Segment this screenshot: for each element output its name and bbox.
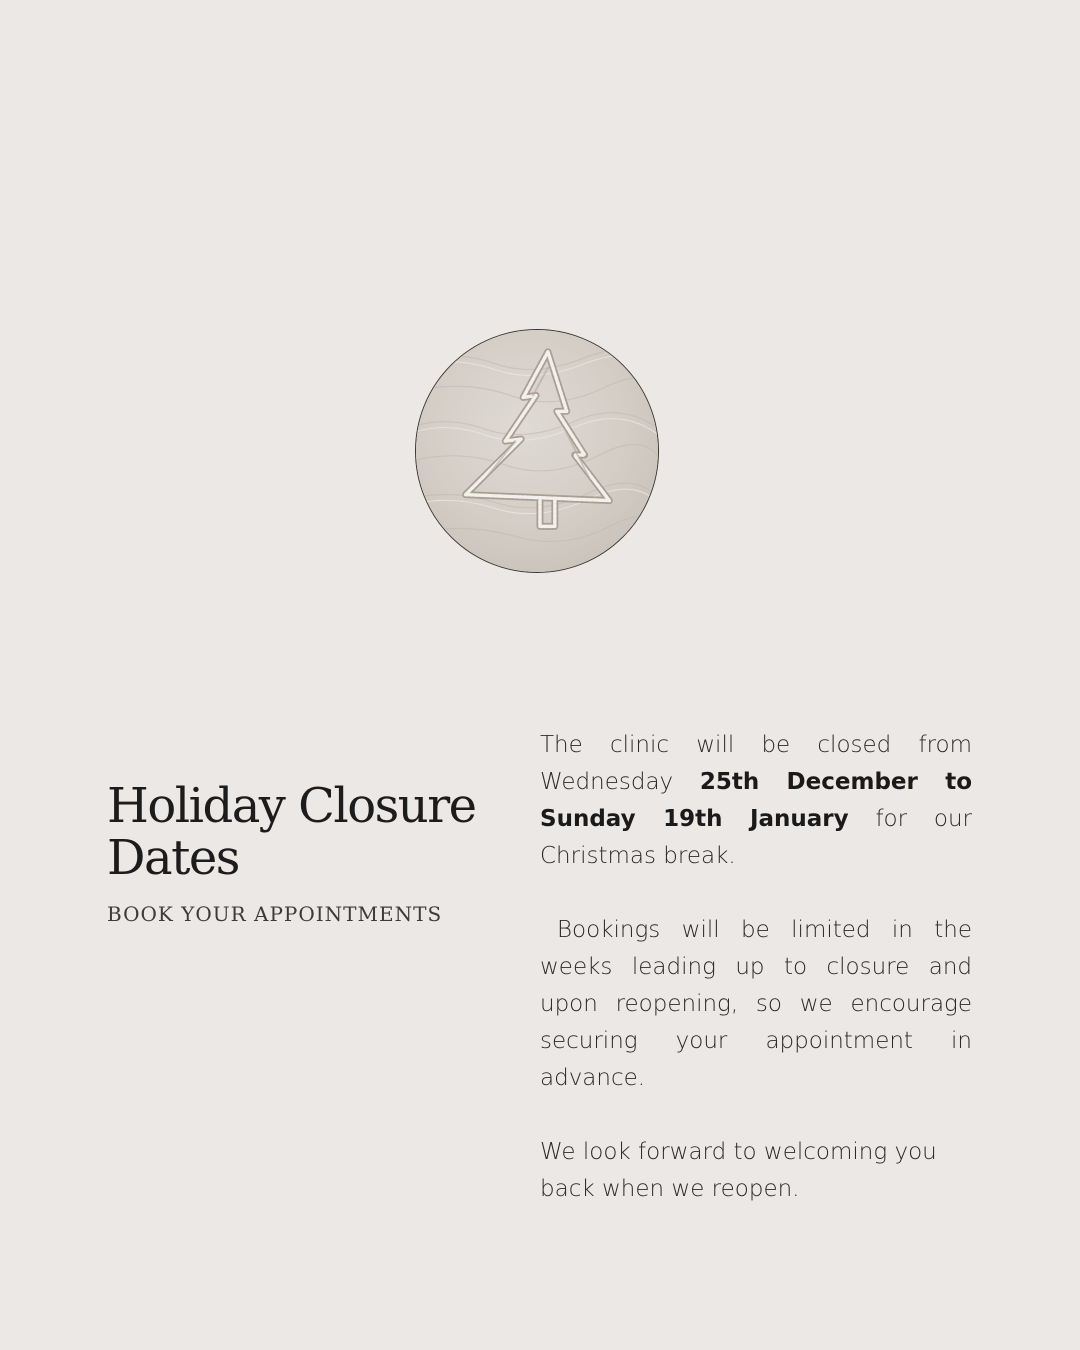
title-block: [107, 780, 507, 926]
christmas-tree-sand-photo: [415, 329, 659, 573]
closure-date-range: 25th December to Sunday 19th January: [540, 769, 972, 832]
subtitle: BOOK YOUR APPOINTMENTS: [107, 902, 443, 926]
title-line-1: Holiday Closure: [107, 778, 476, 834]
closure-text-start: The clinic will be closed from Wednesday: [540, 732, 972, 795]
closure-dates-paragraph: [540, 727, 972, 875]
closure-text-end: for our Christmas break.: [540, 806, 973, 869]
title-line-2: Dates: [107, 830, 239, 886]
welcome-back-paragraph: We look forward to welcoming you back when we reopen.: [540, 1139, 937, 1202]
christmas-tree-sand-drawing-icon: [416, 330, 658, 572]
page-title: [107, 780, 507, 884]
announcement-text: [540, 727, 972, 1208]
bookings-paragraph: [540, 912, 972, 1097]
bookings-text: Bookings will be limited in the weeks leading up to closure and upon reopening, so we encourage securing your appointment in advance.: [540, 917, 972, 1091]
